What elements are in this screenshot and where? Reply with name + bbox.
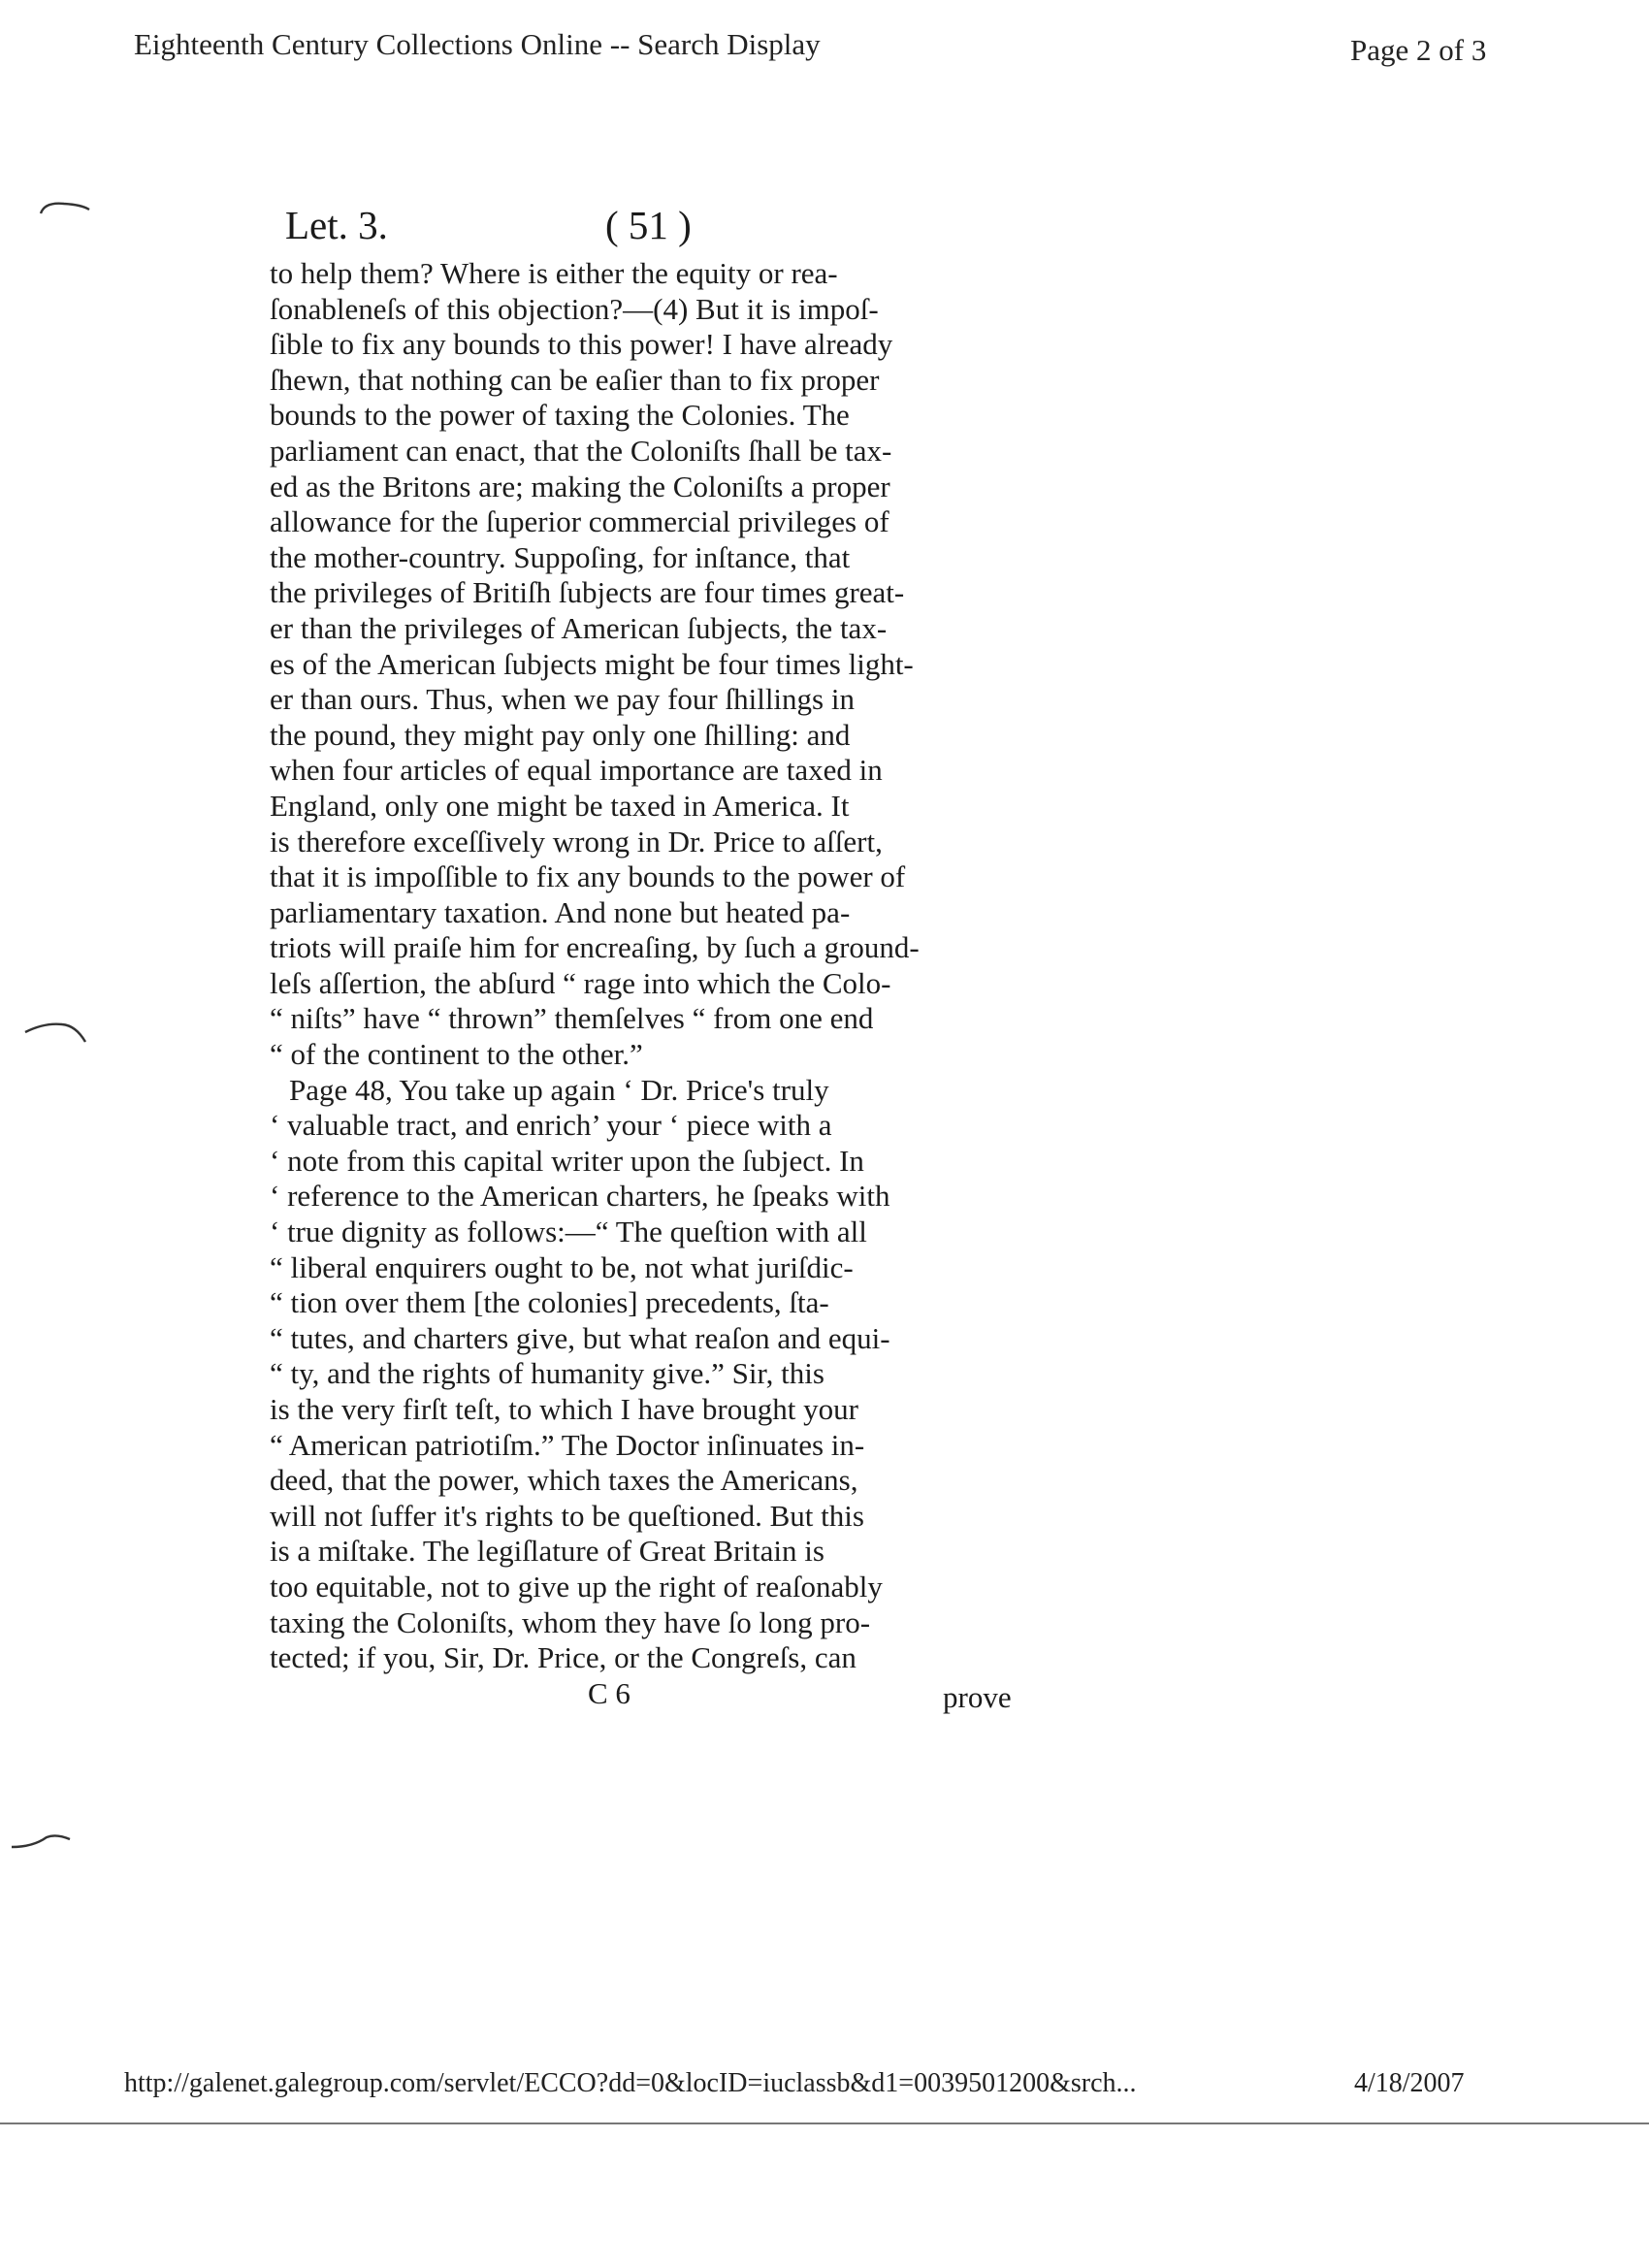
- text-line: England, only one might be taxed in America. It: [270, 788, 850, 823]
- text-line: taxing the Coloniſts, whom they have ſo long pro-: [270, 1604, 871, 1639]
- text-line: “ American patriotiſm.” The Doctor inſinuates in-: [270, 1427, 865, 1462]
- text-line: ſonableneſs of this objection?—(4) But it is impoſ-: [270, 291, 879, 326]
- text-line: ‘ note from this capital writer upon the ſubject. In: [270, 1143, 864, 1178]
- print-date: 4/18/2007: [1354, 2068, 1465, 2098]
- text-line: parliament can enact, that the Coloniſts ſhall be tax-: [270, 433, 892, 468]
- text-line: is the very firſt teſt, to which I have brought your: [270, 1392, 858, 1426]
- source-url: http://galenet.galegroup.com/servlet/ECCO?dd=0&locID=iuclassb&d1=0039501200&srch...: [124, 2068, 1137, 2098]
- text-line: that it is impoſſible to fix any bounds to the power of: [270, 859, 906, 894]
- page-text: [270, 256, 1046, 1676]
- text-line: “ tutes, and charters give, but what reaſon and equi-: [270, 1320, 890, 1355]
- text-line: when four articles of equal importance are taxed in: [270, 753, 883, 788]
- text-line: er than the privileges of American ſubjects, the tax-: [270, 610, 888, 645]
- running-head-letter: Let. 3.: [285, 203, 388, 247]
- text-line: “ ty, and the rights of humanity give.” Sir, this: [270, 1356, 824, 1391]
- footer-divider: [0, 2122, 1649, 2124]
- text-line: ‘ reference to the American charters, he ſpeaks with: [270, 1179, 890, 1214]
- text-line: will not ſuffer it's rights to be queſtioned. But this: [270, 1498, 864, 1533]
- margin-mark-bottom: [8, 1830, 76, 1855]
- text-line: parliamentary taxation. And none but heated pa-: [270, 894, 851, 929]
- running-head-page-number: ( 51 ): [605, 203, 692, 247]
- text-line: allowance for the ſuperior commercial privileges of: [270, 504, 889, 539]
- margin-mark-middle: [21, 1019, 89, 1046]
- text-line: “ liberal enquirers ought to be, not what juriſdic-: [270, 1249, 854, 1284]
- text-line: ‘ valuable tract, and enrich’ your ‘ piece with a: [270, 1108, 832, 1143]
- text-line: bounds to the power of taxing the Colonies. The: [270, 398, 850, 433]
- text-line: es of the American ſubjects might be four times light-: [270, 646, 914, 681]
- catchword: prove: [943, 1679, 1012, 1714]
- scanned-page: [270, 194, 1046, 1715]
- header-title: Eighteenth Century Collections Online -- Search Display: [134, 27, 821, 61]
- text-line: “ tion over them [the colonies] precedents, ſta-: [270, 1285, 829, 1320]
- text-line: to help them? Where is either the equity or rea-: [270, 256, 838, 290]
- text-line: Page 48, You take up again ‘ Dr. Price's truly: [289, 1072, 829, 1107]
- text-line: too equitable, not to give up the right of reaſonably: [270, 1569, 883, 1604]
- text-line: is therefore exceſſively wrong in Dr. Price to aſſert,: [270, 824, 883, 859]
- running-head: [270, 194, 1046, 256]
- text-line: tected; if you, Sir, Dr. Price, or the Congreſs, can: [270, 1640, 857, 1675]
- text-line: the mother-country. Suppoſing, for inſtance, that: [270, 539, 851, 574]
- text-line: the privileges of Britiſh ſubjects are four times great-: [270, 575, 905, 610]
- page-foot: [270, 1676, 1046, 1715]
- text-line: is a miſtake. The legiſlature of Great Britain is: [270, 1534, 824, 1569]
- text-line: er than ours. Thus, when we pay four ſhillings in: [270, 682, 855, 717]
- text-line: “ of the continent to the other.”: [270, 1037, 643, 1072]
- text-line: ſible to fix any bounds to this power! I have already: [270, 327, 893, 362]
- text-line: ‘ true dignity as follows:—“ The queſtion with all: [270, 1215, 867, 1249]
- text-line: ed as the Britons are; making the Coloniſts a proper: [270, 469, 890, 503]
- text-line: ſhewn, that nothing can be eaſier than to fix proper: [270, 362, 880, 397]
- signature-mark: C 6: [588, 1675, 630, 1710]
- text-line: “ niſts” have “ thrown” themſelves “ from one end: [270, 1001, 874, 1036]
- text-line: the pound, they might pay only one ſhilling: and: [270, 717, 851, 752]
- page-indicator: Page 2 of 3: [1350, 33, 1487, 67]
- text-line: leſs aſſertion, the abſurd “ rage into which the Colo-: [270, 965, 891, 1000]
- text-line: deed, that the power, which taxes the Americans,: [270, 1463, 858, 1498]
- margin-mark-top: [37, 194, 95, 217]
- text-line: triots will praiſe him for encreaſing, by ſuch a ground-: [270, 930, 920, 965]
